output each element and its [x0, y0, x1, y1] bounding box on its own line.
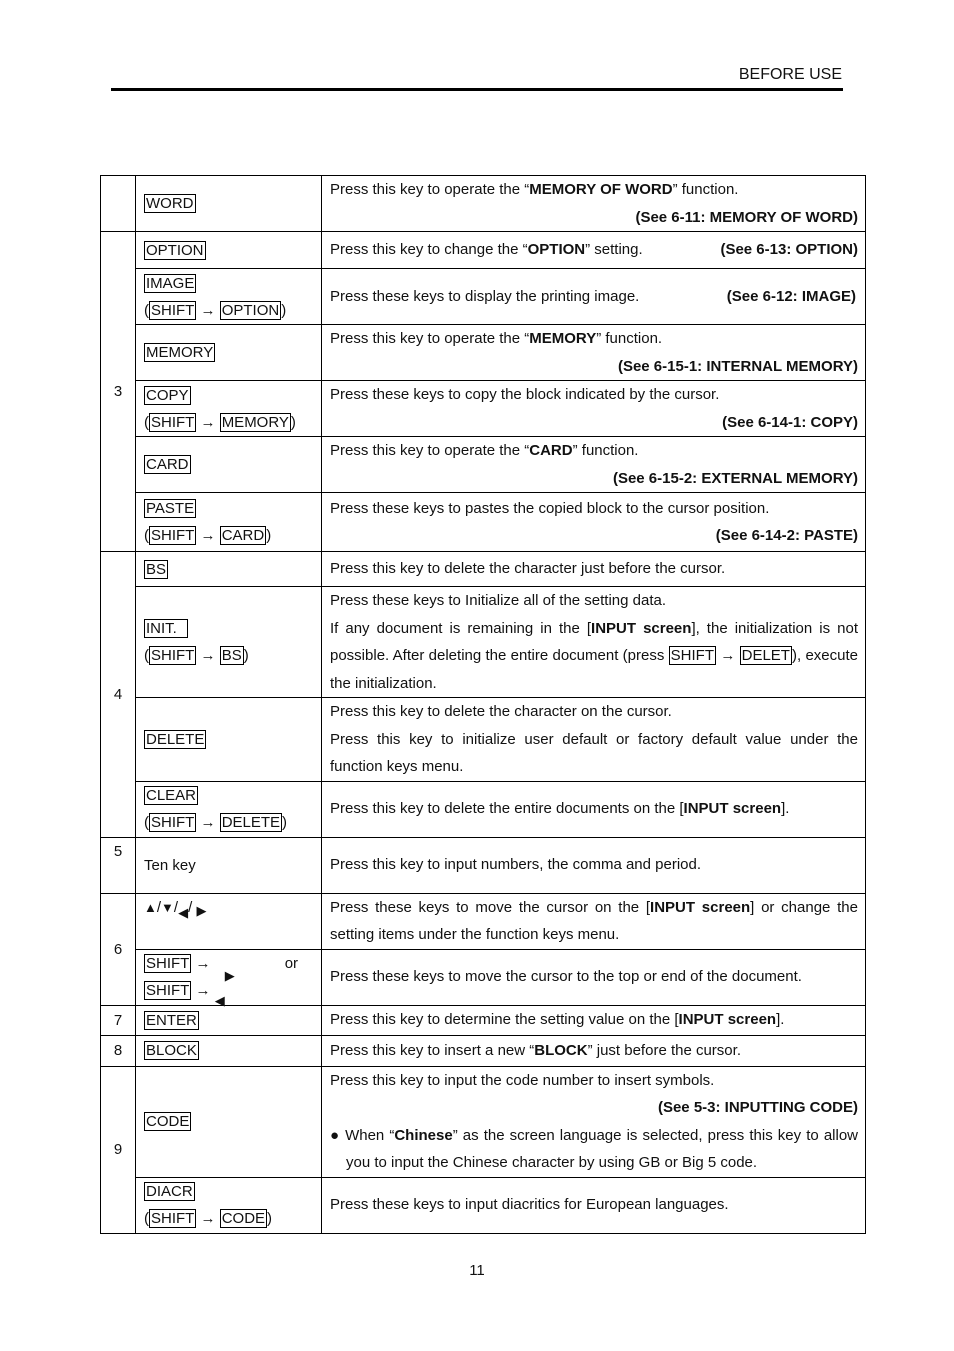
- desc-cell: Press these keys to display the printing image. (See 6-12: IMAGE): [322, 269, 866, 325]
- table-row: [101, 949, 866, 1005]
- key-shift: SHIFT: [151, 814, 195, 831]
- key-cell: INIT. ( SHIFT → BS ): [136, 587, 322, 698]
- key-cell: [136, 1066, 322, 1177]
- key-cell: [136, 698, 322, 782]
- table-row: [101, 1066, 866, 1177]
- reference: (See 5-3: INPUTTING CODE): [657, 1099, 858, 1116]
- key-shift: SHIFT: [151, 647, 195, 664]
- key-cell: PASTE ( SHIFT → CARD ): [136, 493, 322, 552]
- key-paste: PASTE: [146, 500, 195, 517]
- reference: (See 6-12: IMAGE): [726, 287, 856, 305]
- down-arrow-icon: ▼: [161, 899, 174, 915]
- right-arrow-icon: ▶: [224, 968, 235, 983]
- key-bs: BS: [221, 647, 242, 664]
- desc-cell: Press this key to delete the character just before the cursor.: [322, 552, 866, 587]
- key-memory: MEMORY: [146, 344, 214, 361]
- table-row: [101, 893, 866, 949]
- reference: (See 6-11: MEMORY OF WORD): [635, 208, 858, 226]
- desc-cell: Press this key to determine the setting value on the [INPUT screen].: [322, 1005, 866, 1035]
- key-cell: IMAGE ( SHIFT → OPTION ): [136, 269, 322, 325]
- key-shift: SHIFT: [151, 1210, 195, 1227]
- key-cell: COPY ( SHIFT → MEMORY ): [136, 381, 322, 437]
- right-arrow-icon: ▶: [196, 902, 207, 918]
- desc-cell: Press these keys to pastes the copied block to the cursor position. (See 6-14-2: PASTE): [322, 493, 866, 552]
- group-number: 8: [101, 1035, 136, 1066]
- key-cell: [136, 176, 322, 232]
- desc-cell: Press this key to insert a new “BLOCK” just before the cursor.: [322, 1035, 866, 1066]
- key-cell: [136, 325, 322, 381]
- key-copy: COPY: [146, 386, 189, 404]
- key-clear: CLEAR: [146, 787, 197, 804]
- key-diacr: DIACR: [146, 1183, 193, 1200]
- desc-cell: Press this key to delete the entire documents on the [INPUT screen].: [322, 781, 866, 837]
- key-shift: SHIFT: [146, 955, 190, 972]
- key-block: BLOCK: [146, 1042, 197, 1059]
- group-number: 3: [101, 232, 136, 552]
- key-init: INIT.: [144, 619, 188, 638]
- desc-cell: Press these keys to move the cursor on the [INPUT screen] or change the setting items under the function keys menu.: [322, 893, 866, 949]
- key-enter: ENTER: [146, 1011, 197, 1029]
- key-function-table: [100, 175, 866, 1234]
- desc-cell: Press these keys to Initialize all of the setting data. If any document is remaining in the [INPUT screen], the initialization is not possible. After deleting the entire document (press SHIFT → DELET ), execute the initialization.: [322, 587, 866, 698]
- reference: (See 6-15-1: INTERNAL MEMORY): [617, 357, 858, 375]
- page-number: 11: [469, 1262, 485, 1279]
- left-arrow-icon: ◀: [178, 904, 189, 920]
- group-number: 9: [101, 1066, 136, 1233]
- key-cell: ▲/▼/◀/ ▶: [136, 893, 322, 949]
- section-header: BEFORE USE: [738, 66, 842, 83]
- reference: (See 6-14-2: PASTE): [715, 527, 858, 544]
- desc-cell: Press this key to delete the character on the cursor. Press this key to initialize user default or factory default value under the function keys menu.: [322, 698, 866, 782]
- desc-cell: Press these keys to move the cursor to the top or end of the document.: [322, 949, 866, 1005]
- table-row: [101, 1177, 866, 1233]
- key-cell: [136, 1035, 322, 1066]
- desc-cell: Press this key to change the “OPTION” setting. (See 6-13: OPTION): [322, 232, 866, 269]
- desc-cell: Press these keys to copy the block indicated by the cursor. (See 6-14-1: COPY): [322, 381, 866, 437]
- key-shift: SHIFT: [151, 301, 195, 319]
- key-shift: SHIFT: [670, 647, 714, 664]
- desc-cell: Press this key to operate the “MEMORY” function. (See 6-15-1: INTERNAL MEMORY): [322, 325, 866, 381]
- header-rule: [111, 88, 843, 91]
- bullet-icon: ●: [330, 1126, 340, 1144]
- desc-cell: Press this key to input the code number to insert symbols. (See 5-3: INPUTTING CODE) ● When “Chinese” as the screen language is selected, press this key to allow you to input the Chinese character by using GB or Big 5 code.: [322, 1066, 866, 1177]
- table-row: [101, 837, 866, 893]
- table-row: [101, 781, 866, 837]
- table-row: [101, 381, 866, 437]
- key-memory: MEMORY: [221, 413, 289, 431]
- table-row: [101, 232, 866, 269]
- key-delete: DELETE: [221, 814, 281, 831]
- up-arrow-icon: ▲: [144, 899, 157, 915]
- reference: (See 6-13: OPTION): [720, 241, 858, 259]
- key-cell: [136, 1005, 322, 1035]
- key-cell: [136, 232, 322, 269]
- table-row: [101, 437, 866, 493]
- key-cell: CLEAR ( SHIFT → DELETE ): [136, 781, 322, 837]
- key-delet: DELET: [741, 647, 790, 664]
- key-card: CARD: [146, 456, 189, 473]
- key-cell: [136, 437, 322, 493]
- key-image: IMAGE: [146, 274, 195, 292]
- desc-cell: Press these keys to input diacritics for European languages.: [322, 1177, 866, 1233]
- key-cell: [136, 552, 322, 587]
- key-card: CARD: [221, 527, 265, 544]
- key-cell: DIACR ( SHIFT → CODE ): [136, 1177, 322, 1233]
- desc-cell: Press this key to input numbers, the comma and period.: [322, 837, 866, 893]
- key-bs: BS: [146, 560, 167, 578]
- key-code: CODE: [146, 1113, 190, 1130]
- table-row: [101, 1035, 866, 1066]
- key-option: OPTION: [146, 241, 204, 259]
- key-cell: Ten key: [136, 837, 322, 893]
- table-row: [101, 1005, 866, 1035]
- table-row: [101, 176, 866, 232]
- key-word: WORD: [146, 195, 194, 212]
- key-delete: DELETE: [146, 730, 205, 748]
- left-arrow-icon: ◀: [214, 993, 225, 1008]
- group-number: 5: [101, 837, 136, 893]
- key-cell: SHIFT → ▶or SHIFT → ◀: [136, 949, 322, 1005]
- desc-cell: Press this key to operate the “CARD” function. (See 6-15-2: EXTERNAL MEMORY): [322, 437, 866, 493]
- table-row: [101, 269, 866, 325]
- key-shift: SHIFT: [151, 413, 195, 431]
- desc-cell: Press this key to operate the “MEMORY OF WORD” function. (See 6-11: MEMORY OF WORD): [322, 176, 866, 232]
- group-number: 4: [101, 552, 136, 838]
- group-number: 7: [101, 1005, 136, 1035]
- key-shift: SHIFT: [146, 982, 190, 999]
- group-number-blank: [101, 176, 136, 232]
- reference: (See 6-14-1: COPY): [722, 413, 858, 431]
- table-row: [101, 493, 866, 552]
- table-row: [101, 587, 866, 698]
- reference: (See 6-15-2: EXTERNAL MEMORY): [612, 469, 858, 487]
- key-code: CODE: [221, 1210, 266, 1227]
- group-number: 6: [101, 893, 136, 1005]
- table-row: [101, 552, 866, 587]
- table-row: [101, 325, 866, 381]
- key-option: OPTION: [221, 301, 280, 319]
- key-shift: SHIFT: [151, 527, 195, 544]
- table-row: [101, 698, 866, 782]
